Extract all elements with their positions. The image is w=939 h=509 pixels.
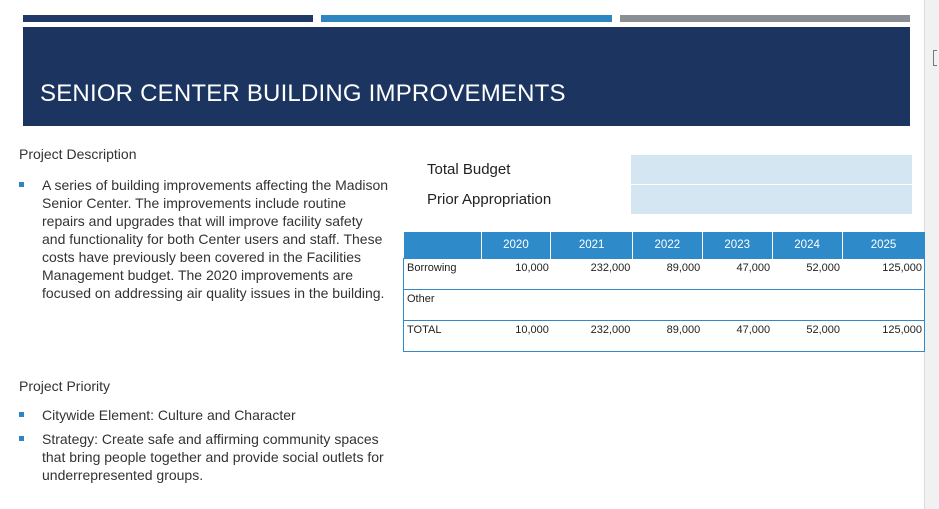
table-cell: 125,000 xyxy=(842,259,924,290)
priority-heading: Project Priority xyxy=(19,378,111,394)
table-row xyxy=(404,290,925,321)
priority-item-text: Strategy: Create safe and affirming community spaces that bring people together and provide social outlets for underrepresented groups. xyxy=(42,431,384,483)
table-row xyxy=(404,321,925,352)
table-cell xyxy=(842,290,924,321)
table-cell: 10,000 xyxy=(481,321,551,352)
table-cell: 52,000 xyxy=(772,321,842,352)
priority-item xyxy=(19,430,389,484)
row-label: Borrowing xyxy=(404,259,482,290)
window-edge xyxy=(924,0,939,509)
table-cell xyxy=(702,290,772,321)
bullet-icon xyxy=(19,436,24,441)
description-heading: Project Description xyxy=(19,146,137,162)
priority-item xyxy=(19,406,389,424)
table-row xyxy=(404,259,925,290)
table-cell: 47,000 xyxy=(702,259,772,290)
accent-stripe-gray xyxy=(620,15,910,22)
priority-list xyxy=(19,406,389,490)
total-budget-label: Total Budget xyxy=(427,161,511,178)
table-header-row xyxy=(404,232,925,259)
priority-item-text: Citywide Element: Culture and Character xyxy=(42,407,296,423)
year-header: 2021 xyxy=(551,232,633,259)
row-label: TOTAL xyxy=(404,321,482,352)
table-cell: 232,000 xyxy=(551,259,633,290)
total-budget-value xyxy=(631,155,912,184)
description-item xyxy=(19,176,389,302)
header-blank xyxy=(404,232,482,259)
table-cell: 10,000 xyxy=(481,259,551,290)
page-title: SENIOR CENTER BUILDING IMPROVEMENTS xyxy=(40,80,566,107)
table-cell: 89,000 xyxy=(632,259,702,290)
accent-stripe-dark xyxy=(23,15,313,22)
table-cell: 125,000 xyxy=(842,321,924,352)
description-text: A series of building improvements affecting the Madison Senior Center. The improvements include routine repairs and upgrades that will improve facility safety and functionality for both Center users and staff. These costs have previously been covered in the Facilities Management budget. The 2020 improvements are focused on addressing air quality issues in the building. xyxy=(42,177,389,301)
funding-table xyxy=(403,232,925,352)
table-cell xyxy=(551,290,633,321)
edge-bracket-icon xyxy=(933,50,937,66)
prior-appropriation-value xyxy=(631,185,912,214)
bullet-icon xyxy=(19,412,24,417)
accent-stripe-blue xyxy=(321,15,612,22)
table-cell xyxy=(632,290,702,321)
year-header: 2022 xyxy=(632,232,702,259)
bullet-icon xyxy=(19,182,24,187)
description-list xyxy=(19,176,389,308)
table-cell: 89,000 xyxy=(632,321,702,352)
year-header: 2023 xyxy=(702,232,772,259)
year-header: 2020 xyxy=(481,232,551,259)
table-cell xyxy=(772,290,842,321)
title-banner xyxy=(23,27,910,126)
year-header: 2024 xyxy=(772,232,842,259)
table-cell xyxy=(481,290,551,321)
year-header: 2025 xyxy=(842,232,924,259)
table-cell: 47,000 xyxy=(702,321,772,352)
prior-appropriation-label: Prior Appropriation xyxy=(427,191,552,208)
row-label: Other xyxy=(404,290,482,321)
table-cell: 52,000 xyxy=(772,259,842,290)
table-cell: 232,000 xyxy=(551,321,633,352)
